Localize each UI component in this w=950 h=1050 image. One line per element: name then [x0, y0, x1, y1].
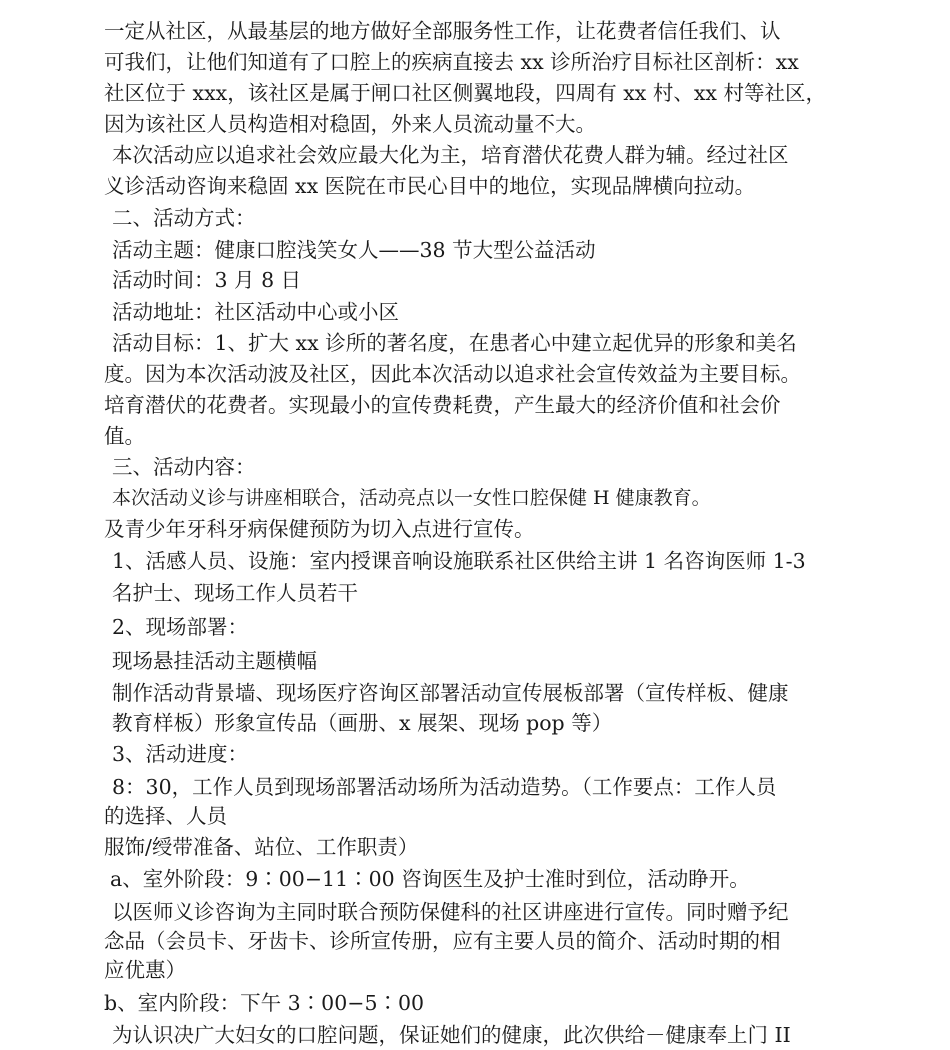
text-line: a、室外阶段：9∶00−11∶00 咨询医生及护士准时到位，活动睁开。 [110, 867, 750, 891]
text-line: 2、现场部署： [112, 615, 249, 639]
text-line: 一定从社区，从最基层的地方做好全部服务性工作，让花费者信任我们、认 [104, 19, 781, 43]
text-line: 名护士、现场工作人员若干 [112, 581, 358, 605]
text-line: 念品（会员卡、牙齿卡、诊所宣传册，应有主要人员的简介、活动时期的相 [104, 929, 781, 953]
text-line: 应优惠） [104, 958, 186, 982]
text-line: 活动目标：1、扩大 xx 诊所的著名度，在患者心中建立起优异的形象和美名 [112, 331, 797, 355]
text-line: 度。因为本次活动波及社区，因此本次活动以追求社会宣传效益为主要目标。 [104, 362, 801, 386]
text-line: 活动时间：3 月 8 日 [112, 268, 302, 292]
text-line: 活动地址：社区活动中心或小区 [112, 300, 399, 324]
text-line: 本次活动应以追求社会效应最大化为主，培育潜伏花费人群为辅。经过社区 [112, 143, 789, 167]
text-line: 本次活动义诊与讲座相联合，活动亮点以一女性口腔保健 H 健康教育。 [112, 487, 711, 509]
text-line: 活动主题：健康口腔浅笑女人——38 节大型公益活动 [112, 238, 596, 262]
text-line: 可我们，让他们知道有了口腔上的疾病直接去 xx 诊所治疗目标社区剖析：xx [104, 50, 799, 74]
text-line: 培育潜伏的花费者。实现最小的宣传费耗费，产生最大的经济价值和社会价 [104, 393, 781, 417]
text-line: 值。 [104, 424, 145, 448]
text-line: 制作活动背景墙、现场医疗咨询区部署活动宣传展板部署（宣传样板、健康 [112, 681, 789, 705]
text-line: 为认识决广大妇女的口腔问题，保证她们的健康，此次供给－健康奉上门 II [112, 1023, 791, 1047]
section-heading: 三、活动内容： [112, 455, 256, 479]
text-line: 教育样板）形象宣传品（画册、x 展架、现场 pop 等） [112, 711, 613, 735]
text-line: 义诊活动咨询来稳固 xx 医院在市民心目中的地位，实现品牌横向拉动。 [104, 174, 756, 198]
text-line: 的选择、人员 [104, 804, 227, 828]
section-heading: 二、活动方式： [112, 206, 256, 230]
text-line: 因为该社区人员构造相对稳固，外来人员流动量不大。 [104, 112, 596, 136]
text-line: 及青少年牙科牙病保健预防为切入点进行宣传。 [104, 517, 535, 541]
text-line: 现场悬挂活动主题横幅 [112, 649, 317, 673]
text-line: b、室内阶段：下午 3∶00−5∶00 [104, 991, 425, 1015]
text-line: 1、活感人员、设施：室内授课音响设施联系社区供给主讲 1 名咨询医师 1-3 [112, 549, 806, 573]
text-line: 服饰/绶带准备、站位、工作职责） [104, 835, 419, 859]
text-line: 以医师义诊咨询为主同时联合预防保健科的社区讲座进行宣传。同时赠予纪 [112, 900, 789, 924]
text-line: 社区位于 xxx，该社区是属于闸口社区侧翼地段，四周有 xx 村、xx 村等社区， [104, 81, 826, 105]
text-line: 8：30，工作人员到现场部署活动场所为活动造势。（工作要点：工作人员 [112, 775, 777, 799]
text-line: 3、活动进度： [112, 742, 249, 766]
